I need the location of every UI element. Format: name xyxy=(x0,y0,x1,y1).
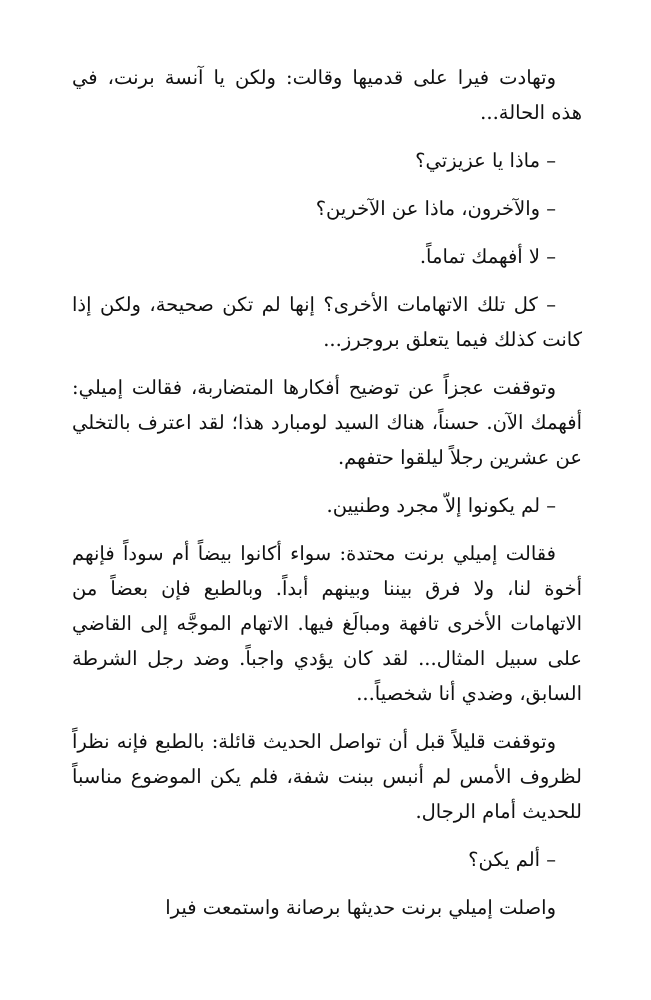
page-text xyxy=(72,60,582,938)
paragraph-3: فقالت إميلي برنت محتدة: سواء أكانوا بيضاً أم سوداً فإنهم أخوة لنا، ولا فرق بيننا وبينهم أبداً. وبالطبع فإن بعضاً من الاتهامات الأخرى تافهة ومبالَغ فيها. الاتهام الموجَّه إلى القاضي على سبيل المثال... لقد كان يؤدي واجباً. وضد رجل الشرطة السابق، وضدي أنا شخصياً... xyxy=(72,542,582,705)
dialogue-line-2: – والآخرون، ماذا عن الآخرين؟ xyxy=(315,197,556,220)
dialogue-line-5: – لم يكونوا إلاّ مجرد وطنيين. xyxy=(326,494,556,517)
dialogue-line-6: – ألم يكن؟ xyxy=(468,848,556,871)
paragraph-5: واصلت إميلي برنت حديثها برصانة واستمعت فيرا xyxy=(165,896,556,919)
dialogue-line-3: – لا أفهمك تماماً. xyxy=(419,245,556,268)
dialogue-line-4: – كل تلك الاتهامات الأخرى؟ إنها لم تكن صحيحة، ولكن إذا كانت كذلك فيما يتعلق بروجرز... xyxy=(72,293,582,351)
paragraph-2: وتوقفت عجزاً عن توضيح أفكارها المتضاربة، فقالت إميلي: أفهمك الآن. حسناً، هناك السيد لومبارد هذا؛ لقد اعترف بالتخلي عن عشرين رجلاً ليلقوا حتفهم. xyxy=(72,376,582,469)
paragraph-1: وتهادت فيرا على قدميها وقالت: ولكن يا آنسة برنت، في هذه الحالة... xyxy=(72,66,582,124)
paragraph-4: وتوقفت قليلاً قبل أن تواصل الحديث قائلة: بالطبع فإنه نظراً لظروف الأمس لم أنبس ببنت شفة، فلم يكن الموضوع مناسباً للحديث أمام الرجال. xyxy=(72,730,582,823)
dialogue-line-1: – ماذا يا عزيزتي؟ xyxy=(415,149,556,172)
